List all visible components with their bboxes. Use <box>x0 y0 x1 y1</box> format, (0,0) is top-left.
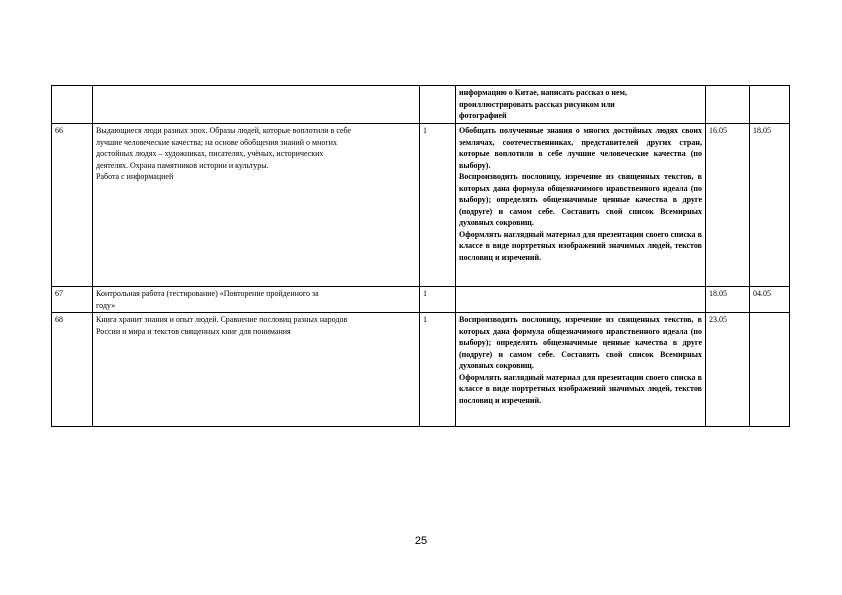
table-row <box>52 124 790 287</box>
activity-paragraph: Воспроизводить пословицу, изречение из священных текстов, в которых дана формула общезначимого нравственного идеала (по выбору); определять общезначимые ценные качества в друге (подруге) и самом себе. Составить свой список Всемирных духовных сокровищ. <box>459 315 702 370</box>
lesson-number-cell: 66 <box>52 124 93 287</box>
topic-line: Выдающиеся люди разных эпох. Образы людей, которые воплотили в себе <box>96 126 352 135</box>
table-row <box>52 287 790 313</box>
topic-cell <box>93 313 420 427</box>
date-fact-cell: 04.05 <box>750 287 790 313</box>
activity-cell <box>456 86 706 124</box>
activity-line: фотографией <box>459 111 507 120</box>
date-fact-cell <box>750 313 790 427</box>
topic-line: Работа с информацией <box>96 172 174 181</box>
hours-cell <box>420 86 456 124</box>
lesson-number-cell: 68 <box>52 313 93 427</box>
activity-paragraph: Оформлять наглядный материал для презентации своего списка в классе в виде портретных изображений значимых людей, текстов пословиц и изречений. <box>459 229 702 262</box>
date-fact-cell: 18.05 <box>750 124 790 287</box>
topic-line: России и мира и текстов священных книг для понимания <box>96 326 291 336</box>
topic-cell <box>93 287 420 313</box>
topic-line: Книга хранит знания и опыт людей. Сравнение пословиц разных народов <box>96 315 348 324</box>
topic-line: достойных людях – художниках, писателях, учёных, исторических <box>96 149 324 158</box>
date-plan-cell: 18.05 <box>706 287 750 313</box>
activity-cell <box>456 313 706 427</box>
date-plan-cell <box>706 86 750 124</box>
hours-cell: 1 <box>420 313 456 427</box>
table-row <box>52 86 790 124</box>
lesson-number-cell: 67 <box>52 287 93 313</box>
lesson-number-cell <box>52 86 93 124</box>
activity-line: проиллюстрировать рассказ рисунком или <box>459 99 615 109</box>
hours-cell: 1 <box>420 287 456 313</box>
lesson-plan-table <box>51 85 790 427</box>
activity-cell <box>456 124 706 287</box>
date-fact-cell <box>750 86 790 124</box>
hours-cell: 1 <box>420 124 456 287</box>
table-row <box>52 313 790 427</box>
date-plan-cell: 23.05 <box>706 313 750 427</box>
activity-line: информацию о Китае, написать рассказ о нем, <box>459 88 627 97</box>
activity-cell <box>456 287 706 313</box>
date-plan-cell: 16.05 <box>706 124 750 287</box>
activity-paragraph: Оформлять наглядный материал для презентации своего списка в классе в виде портретных изображений значимых людей, текстов пословиц и изречений. <box>459 372 702 405</box>
topic-line: деятелях. Охрана памятников истории и культуры. <box>96 160 269 170</box>
topic-line: Контрольная работа (тестирование) «Повторение пройденного за <box>96 289 319 298</box>
topic-line: году» <box>96 300 116 310</box>
page-number: 25 <box>414 535 428 547</box>
topic-cell <box>93 124 420 287</box>
topic-line: лучшие человеческие качества; на основе обобщения знаний о многих <box>96 137 337 147</box>
topic-cell <box>93 86 420 124</box>
activity-paragraph: Воспроизводить пословицу, изречение из священных текстов, в которых дана формула общезначимого нравственного идеала (по выбору); определять общезначимые ценные качества в друге (подруге) и самом себе. Составить свой список Всемирных духовных сокровищ. <box>459 172 702 227</box>
activity-paragraph: Обобщать полученные знания о многих достойных людях своих землячах, соотечественниках, представителей других стран, которые воплотили в себе лучшие человеческие качества (по выбору). <box>459 126 702 170</box>
